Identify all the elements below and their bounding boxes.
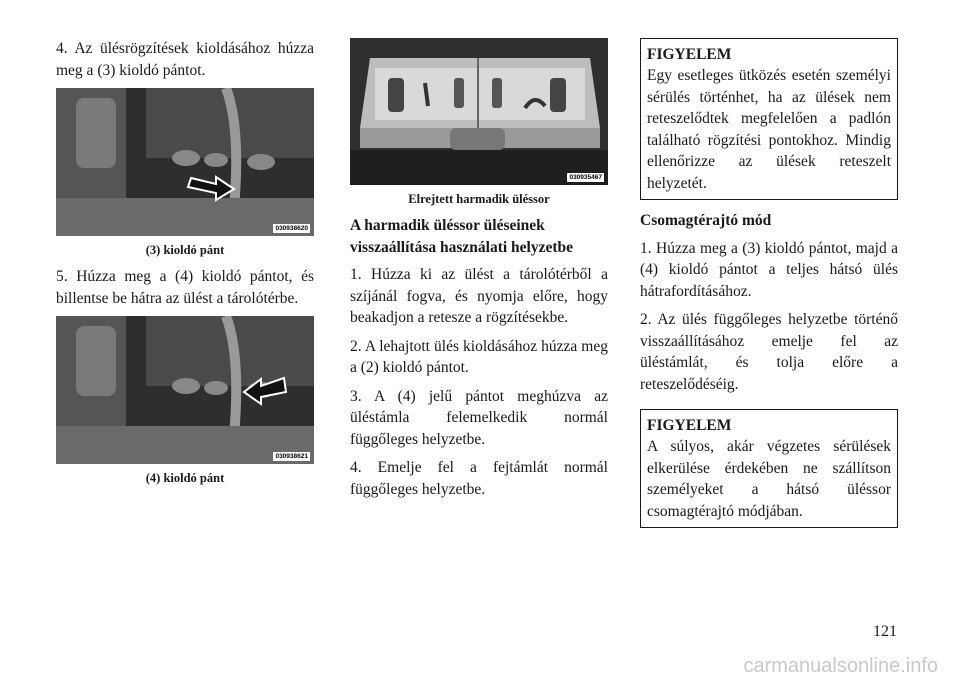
section-heading: A harmadik üléssor üléseinek visszaállítása használati helyzetbe [350,217,574,256]
figure-stowed-third-row [350,38,608,185]
warning-text: Egy esetleges ütközés esetén személyi sérülés történhet, ha az ülések nem reteszelődtek megfelelően a padlón található rögzítési pontokhoz. Mindig ellenőrizze az ülések reteszelt helyzetét. [647,67,891,192]
warning-box [640,409,898,528]
figure-code: 030938621 [275,453,308,460]
column-2 [350,38,608,507]
figure-caption: (3) kioldó pánt [145,243,225,257]
page-number: 121 [873,623,897,640]
warning-title: FIGYELEM [647,417,732,434]
column-1 [56,38,314,494]
step-4-text: 4. Az ülésrögzítések kioldásához húzza meg a (3) kioldó pántot. [56,40,314,79]
figure-release-strap-4 [56,316,314,464]
seat-release-photo [56,88,314,236]
warning-title: FIGYELEM [647,46,732,63]
section-heading: Csomagtérajtó mód [640,212,772,229]
figure-code: 030938620 [275,225,308,232]
seat-release-photo [56,316,314,464]
warning-text: A súlyos, akár végzetes sérülések elkerülése érdekében ne szállítson személyeket a hátsó üléssor csomagtérajtó módjában. [647,438,891,520]
step-5-text: 5. Húzza meg a (4) kioldó pántot, és billentse be hátra az ülést a tárolótérbe. [56,268,314,307]
column-3 [640,38,898,528]
figure-release-strap-3 [56,88,314,236]
step-3-text: 3. A (4) jelű pántot meghúzva az üléstámla felemelkedik normál függőleges helyzetbe. [350,387,608,448]
figure-code: 030935467 [569,174,602,181]
watermark: carmanualsonline.info [743,655,938,677]
cargo-area-photo [350,38,608,185]
step-2-text: 2. A lehajtott ülés kioldásához húzza meg a (2) kioldó pántot. [350,337,608,376]
warning-box [640,38,898,200]
step-2-text: 2. Az ülés függőleges helyzetbe történő visszaállításához emelje fel az üléstámlát, és tolja előre a reteszelődéséig. [640,311,898,393]
step-1-text: 1. Húzza meg a (3) kioldó pántot, majd a (4) kioldó pántot a teljes hátsó ülés hátrafordításához. [640,239,898,300]
figure-caption: (4) kioldó pánt [145,471,225,485]
figure-caption: Elrejtett harmadik üléssor [408,192,550,206]
step-1-text: 1. Húzza ki az ülést a tárolótérből a szíjánál fogva, és nyomja előre, hogy beakadjon a retesze a rögzítésekbe. [350,266,608,326]
step-4-text: 4. Emelje fel a fejtámlát normál függőleges helyzetbe. [350,459,608,498]
